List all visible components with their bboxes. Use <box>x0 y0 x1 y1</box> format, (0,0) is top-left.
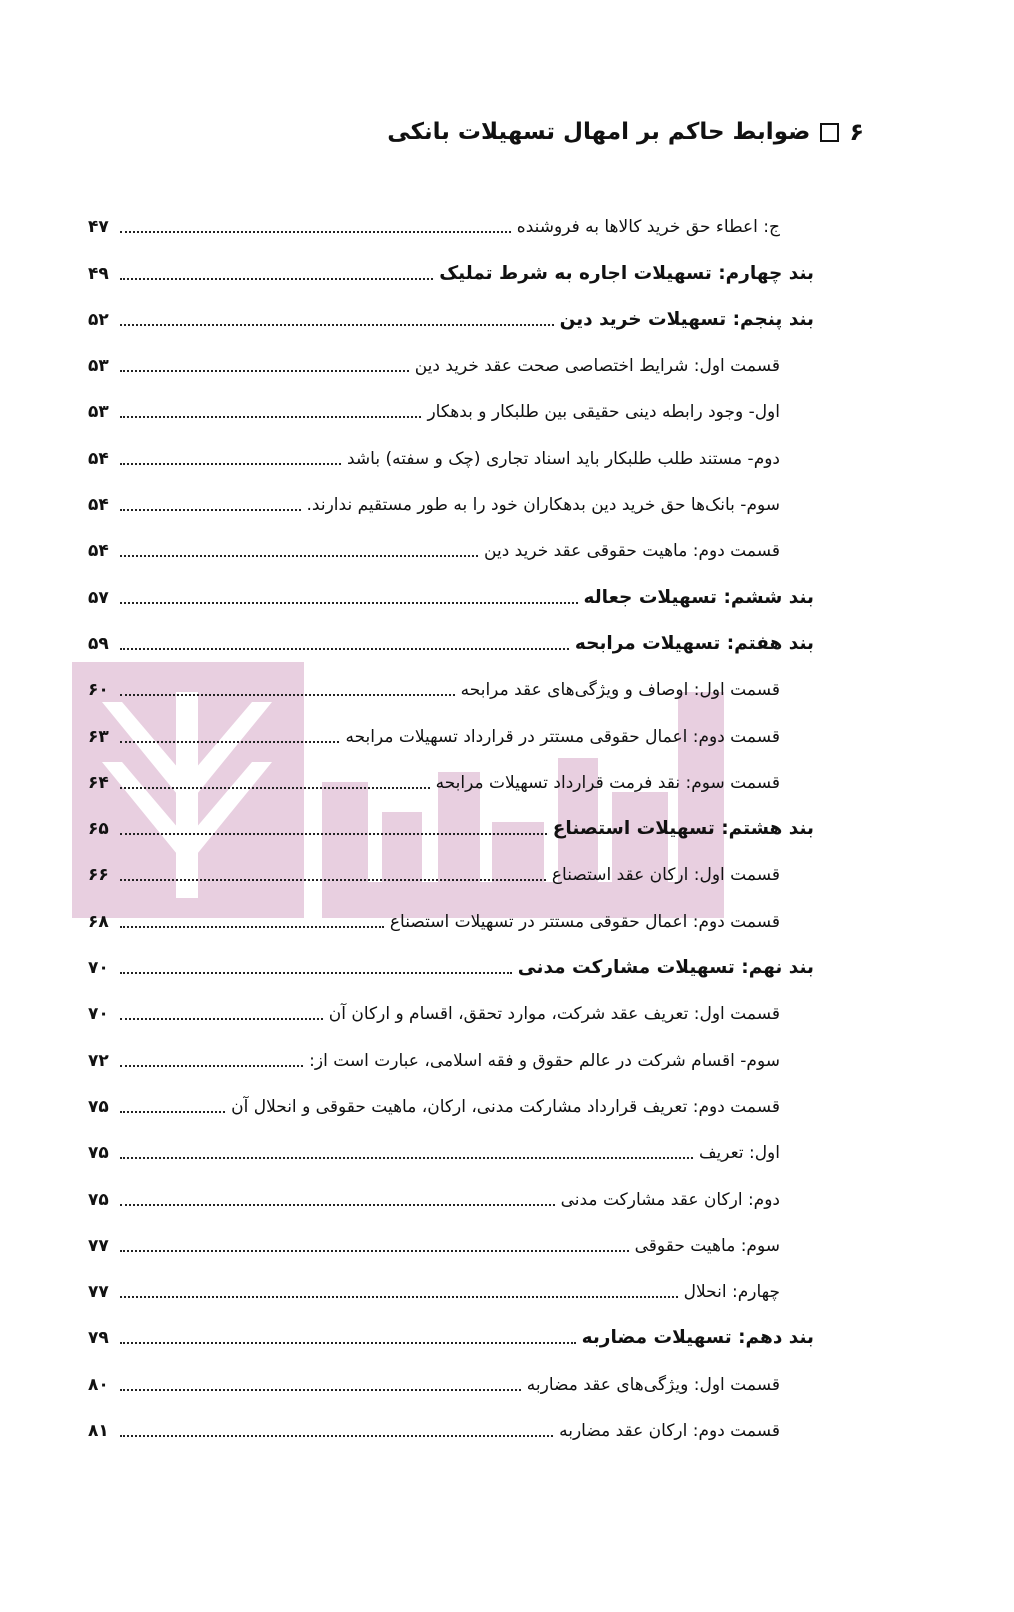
toc-entry-page-number: ۷۵ <box>88 1143 109 1164</box>
dot-leader <box>120 555 478 557</box>
toc-section-entry <box>88 802 814 848</box>
toc-entry-page-number: ۷۲ <box>88 1050 109 1071</box>
toc-subsection-entry <box>88 339 814 385</box>
dot-leader <box>120 1157 693 1159</box>
dot-leader <box>120 926 384 928</box>
toc-entry-title: قسمت سوم: نقد فرمت قرارداد تسهیلات مرابحه <box>435 772 780 793</box>
toc-entry-page-number: ۶۶ <box>88 865 109 886</box>
toc-entry-page-number: ۸۱ <box>88 1421 109 1442</box>
toc-entry-page-number: ۵۲ <box>88 309 109 330</box>
toc-entry-title: بند نهم: تسهیلات مشارکت مدنی <box>517 957 814 979</box>
dot-leader <box>120 1389 521 1391</box>
toc-subsection-entry <box>88 200 814 246</box>
toc-entry-title: سوم: ماهیت حقوقی <box>634 1235 780 1256</box>
dot-leader <box>120 1250 629 1252</box>
dot-leader <box>120 741 339 743</box>
toc-subsection-entry <box>88 1172 814 1218</box>
dot-leader <box>120 1435 553 1437</box>
toc-entry-title: اول- وجود رابطه دینی حقیقی بین طلبکار و بدهکار <box>427 402 780 423</box>
toc-subsection-entry <box>88 1219 814 1265</box>
toc-section-entry <box>88 246 814 292</box>
toc-entry-page-number: ۴۷ <box>88 217 109 238</box>
dot-leader <box>120 1342 576 1344</box>
toc-entry-page-number: ۷۵ <box>88 1189 109 1210</box>
toc-entry-title: دوم- مستند طلب طلبکار باید اسناد تجاری (چک و سفته) باشد <box>346 448 780 469</box>
dot-leader <box>120 324 554 326</box>
toc-entry-title: قسمت اول: ارکان عقد استصناع <box>551 865 780 886</box>
toc-subsection-entry <box>88 524 814 570</box>
toc-entry-title: قسمت دوم: تعریف قرارداد مشارکت مدنی، ارکان، ماهیت حقوقی و انحلال آن <box>231 1096 780 1117</box>
toc-entry-title: قسمت اول: اوصاف و ویژگی‌های عقد مرابحه <box>460 680 780 701</box>
toc-section-entry <box>88 570 814 616</box>
toc-entry-title: سوم- بانک‌ها حق خرید دین بدهکاران خود را به طور مستقیم ندارند. <box>306 495 780 516</box>
toc-entry-title: بند ششم: تسهیلات جعاله <box>583 586 814 608</box>
dot-leader <box>120 694 455 696</box>
toc-entry-title: دوم: ارکان عقد مشارکت مدنی <box>560 1189 780 1210</box>
toc-entry-page-number: ۴۹ <box>88 263 109 284</box>
toc-subsection-entry <box>88 431 814 477</box>
dot-leader <box>120 1018 323 1020</box>
toc-section-entry <box>88 617 814 663</box>
toc-entry-title: بند چهارم: تسهیلات اجاره به شرط تملیک <box>439 262 814 284</box>
dot-leader <box>120 231 511 233</box>
header-title: ضوابط حاکم بر امهال تسهیلات بانکی <box>387 119 811 145</box>
toc-entry-page-number: ۷۷ <box>88 1235 109 1256</box>
toc-subsection-entry <box>88 848 814 894</box>
dot-leader <box>120 602 578 604</box>
toc-entry-page-number: ۵۴ <box>88 495 109 516</box>
toc-entry-page-number: ۷۵ <box>88 1096 109 1117</box>
toc-subsection-entry <box>88 894 814 940</box>
toc-entry-title: بند هشتم: تسهیلات استصناع <box>552 818 814 840</box>
toc-entry-page-number: ۶۸ <box>88 911 109 932</box>
toc-entry-page-number: ۷۰ <box>88 958 109 979</box>
toc-subsection-entry <box>88 1080 814 1126</box>
toc-entry-title: سوم- اقسام شرکت در عالم حقوق و فقه اسلامی، عبارت است از: <box>309 1050 780 1071</box>
toc-entry-page-number: ۶۵ <box>88 819 109 840</box>
toc-subsection-entry <box>88 385 814 431</box>
dot-leader <box>120 1065 303 1067</box>
toc-entry-page-number: ۵۷ <box>88 587 109 608</box>
toc-entry-title: قسمت دوم: ارکان عقد مضاربه <box>559 1421 780 1442</box>
header-page-number: ۶ <box>849 118 864 146</box>
toc-section-entry <box>88 293 814 339</box>
dot-leader <box>120 972 512 974</box>
toc-subsection-entry <box>88 663 814 709</box>
dot-leader <box>120 1111 225 1113</box>
toc-entry-page-number: ۷۰ <box>88 1004 109 1025</box>
running-header <box>387 118 864 146</box>
dot-leader <box>120 278 433 280</box>
toc-entry-title: چهارم: انحلال <box>683 1282 780 1303</box>
toc-entry-title: بند دهم: تسهیلات مضاربه <box>581 1327 814 1349</box>
toc-section-entry <box>88 1311 814 1357</box>
toc-entry-page-number: ۵۹ <box>88 633 109 654</box>
toc-entry-title: ج: اعطاء حق خرید کالاها به فروشنده <box>516 217 780 238</box>
toc-entry-title: اول: تعریف <box>698 1143 780 1164</box>
dot-leader <box>120 879 546 881</box>
toc-entry-title: قسمت دوم: اعمال حقوقی مستتر در قرارداد تسهیلات مرابحه <box>345 726 780 747</box>
dot-leader <box>120 509 301 511</box>
toc-entry-title: قسمت اول: تعریف عقد شرکت، موارد تحقق، اقسام و ارکان آن <box>328 1004 780 1025</box>
dot-leader <box>120 648 569 650</box>
toc-entry-page-number: ۷۹ <box>88 1328 109 1349</box>
toc-entry-page-number: ۸۰ <box>88 1374 109 1395</box>
toc-subsection-entry <box>88 1404 814 1450</box>
toc-section-entry <box>88 941 814 987</box>
toc-entry-page-number: ۵۴ <box>88 541 109 562</box>
toc-entry-page-number: ۵۳ <box>88 356 109 377</box>
toc-subsection-entry <box>88 1357 814 1403</box>
toc-subsection-entry <box>88 1265 814 1311</box>
toc-entry-title: قسمت دوم: ماهیت حقوقی عقد خرید دین <box>484 541 780 562</box>
dot-leader <box>120 416 421 418</box>
dot-leader <box>120 463 341 465</box>
toc-entry-title: قسمت اول: شرایط اختصاصی صحت عقد خرید دین <box>414 356 780 377</box>
toc-subsection-entry <box>88 987 814 1033</box>
toc-entry-page-number: ۵۳ <box>88 402 109 423</box>
toc-subsection-entry <box>88 756 814 802</box>
toc-entry-page-number: ۶۴ <box>88 772 109 793</box>
toc-subsection-entry <box>88 1126 814 1172</box>
dot-leader <box>120 787 430 789</box>
toc-subsection-entry <box>88 709 814 755</box>
toc-subsection-entry <box>88 478 814 524</box>
dot-leader <box>120 1296 678 1298</box>
toc-entry-title: بند هفتم: تسهیلات مرابحه <box>574 632 814 654</box>
toc-subsection-entry <box>88 1033 814 1079</box>
dot-leader <box>120 370 409 372</box>
toc-entry-title: قسمت اول: ویژگی‌های عقد مضاربه <box>526 1374 780 1395</box>
toc-entry-page-number: ۵۴ <box>88 448 109 469</box>
toc-entry-title: قسمت دوم: اعمال حقوقی مستتر در تسهیلات استصناع <box>389 911 780 932</box>
toc-entry-page-number: ۶۳ <box>88 726 109 747</box>
square-bullet-icon <box>820 123 839 142</box>
toc-entry-page-number: ۶۰ <box>88 680 109 701</box>
table-of-contents <box>88 200 814 1450</box>
dot-leader <box>120 833 547 835</box>
toc-entry-title: بند پنجم: تسهیلات خرید دین <box>559 308 814 330</box>
toc-entry-page-number: ۷۷ <box>88 1282 109 1303</box>
dot-leader <box>120 1204 555 1206</box>
